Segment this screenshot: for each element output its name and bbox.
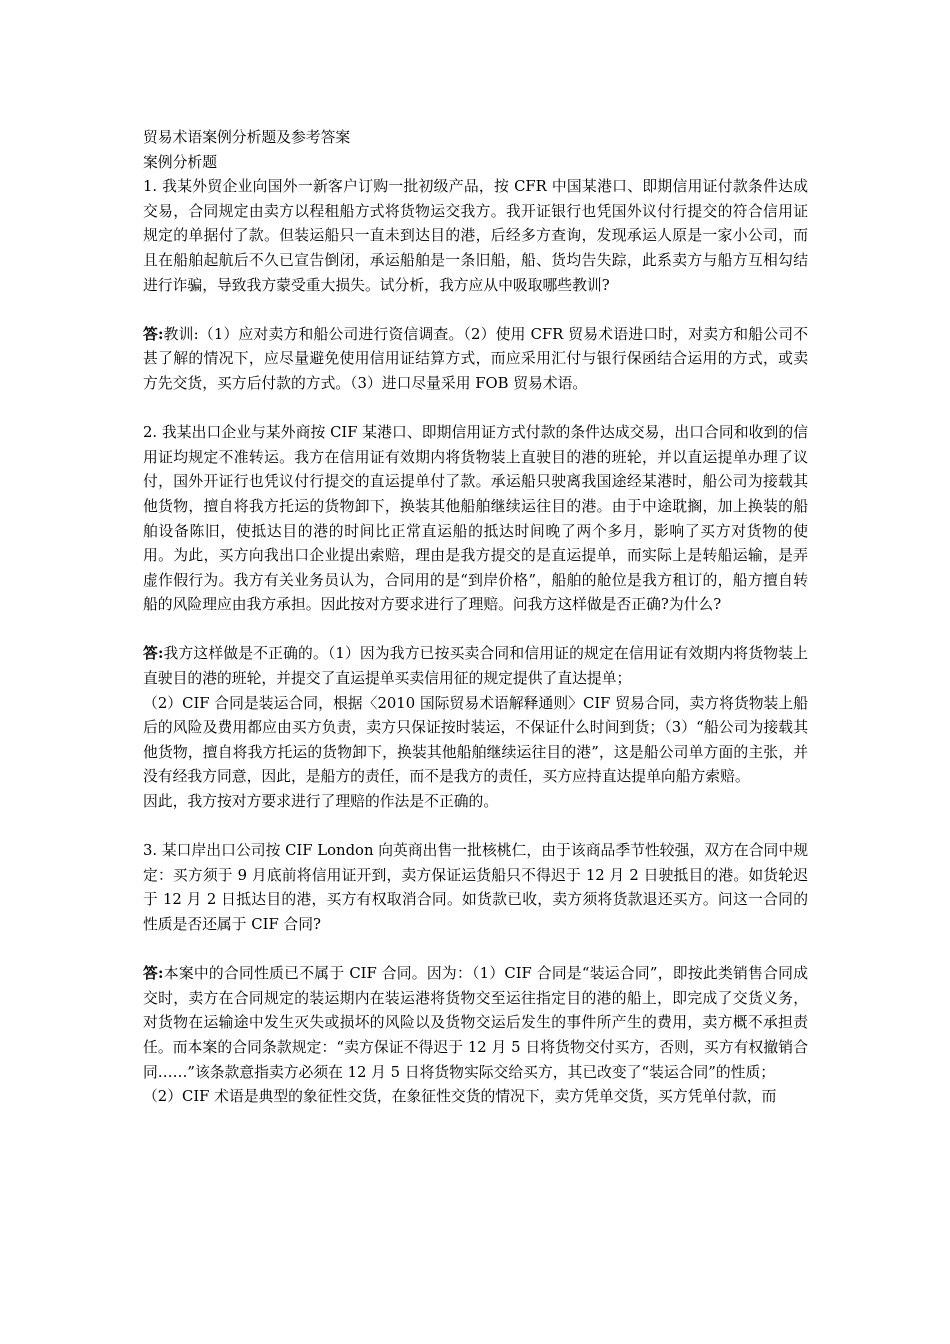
answer-3-text-1: 本案中的合同性质已不属于 CIF 合同。因为：（1）CIF 合同是“装运合同”，即按此类销售合同成交时，卖方在合同规定的装运期内在装运港将货物交至运往指定目的港的船上，即完成了交货义务，对货物在运输途中发生灭失或损坏的风险以及货物交运后发生的事件所产生的费用，卖方概不承担责任。而本案的合同条款规定：“卖方保证不得迟于 12 月 5 日将货物交付买方，否则，买方有权撤销合同……”该条款意指卖方必须在 12 月 5 日将货物实际交给买方，其已改变了“装运合同”的性质； [143, 965, 808, 1081]
paragraph-gap [143, 397, 808, 422]
answer-label: 答: [143, 325, 164, 343]
answer-2-part-3: 因此，我方按对方要求进行了理赔的作法是不正确的。 [143, 793, 499, 811]
paragraph-gap [143, 815, 808, 840]
answer-label: 答: [143, 965, 164, 983]
answer-label: 答: [143, 645, 164, 663]
document-title: 贸易术语案例分析题及参考答案 [143, 129, 351, 146]
paragraph-gap [143, 618, 808, 643]
question-1: 1. 我某外贸企业向国外一新客户订购一批初级产品，按 CFR 中国某港口、即期信用证付款条件达成交易，合同规定由卖方以程租船方式将货物运交我方。我开证银行也凭国外议付行提交的符合信用证规定的单据付了款。但装运船只一直未到达目的港，后经多方查询，发现承运人原是一家小公司，而且在船舶起航后不久已宣告倒闭，承运船舶是一条旧船，船、货均告失踪，此系卖方与船方互相勾结进行诈骗，导致我方蒙受重大损失。试分析，我方应从中吸取哪些教训? [143, 178, 808, 294]
answer-2-part-1 [143, 642, 808, 691]
answer-2-text-1: 我方这样做是不正确的。（1）因为我方已按买卖合同和信用证的规定在信用证有效期内将货物装上直驶目的港的班轮，并提交了直运提单买卖信用征的规定提供了直达提单； [143, 645, 808, 688]
question-3: 3. 某口岸出口公司按 CIF London 向英商出售一批核桃仁，由于该商品季节性较强，双方在合同中规定：买方须于 9 月底前将信用证开到，卖方保证运货船只不得迟于 12 月 2 日驶抵目的港。如货轮迟于 12 月 2 日抵达目的港，买方有权取消合同。如货款已收，卖方须将货款退还买方。问这一合同的性质是否还属于 CIF 合同? [143, 842, 808, 933]
answer-1-text: 教训:（1）应对卖方和船公司进行资信调查。（2）使用 CFR 贸易术语进口时，对卖方和船公司不甚了解的情况下，应尽量避免使用信用证结算方式，而应采用汇付与银行保函结合运用的方式，或卖方先交货，买方后付款的方式。（3）进口尽量采用 FOB 贸易术语。 [143, 325, 808, 392]
answer-1 [143, 323, 808, 397]
paragraph-gap [143, 938, 808, 963]
answer-3-part-1 [143, 962, 808, 1085]
answer-3-part-2: （2）CIF 术语是典型的象征性交货，在象征性交货的情况下，卖方凭单交货，买方凭单付款，而 [143, 1088, 777, 1106]
document-page [143, 126, 808, 1110]
question-2: 2. 我某出口企业与某外商按 CIF 某港口、即期信用证方式付款的条件达成交易，出口合同和收到的信用证均规定不准转运。我方在信用证有效期内将货物装上直驶目的港的班轮，并以直运提单办理了议付，国外开证行也凭议付行提交的直运提单付了款。承运船只驶离我国途经某港时，船公司为接载其他货物，擅自将我方托运的货物卸下，换装其他船舶继续运往目的港。由于中途耽搁，加上换装的船舶设备陈旧，使抵达目的港的时间比正常直运船的抵达时间晚了两个多月，影响了买方对货物的使用。为此，买方向我出口企业提出索赔，理由是我方提交的是直运提单，而实际上是转船运输，是弄虚作假行为。我方有关业务员认为，合同用的是“到岸价格”，船舶的舱位是我方租订的，船方擅自转船的风险理应由我方承担。因此按对方要求进行了理赔。问我方这样做是否正确?为什么? [143, 424, 808, 614]
answer-2-part-2: （2）CIF 合同是装运合同，根据〈2010 国际贸易术语解释通则〉CIF 贸易合同，卖方将货物装上船后的风险及费用都应由买方负责，卖方只保证按时装运，不保证什么时间到货；（3）“船公司为接载其他货物，擅自将我方托运的货物卸下，换装其他船舶继续运往目的港”，这是船公司单方面的主张，并没有经我方同意，因此，是船方的责任，而不是我方的责任，买方应持直达提单向船方索赔。 [143, 694, 808, 786]
section-heading: 案例分析题 [143, 153, 217, 171]
paragraph-gap [143, 298, 808, 323]
